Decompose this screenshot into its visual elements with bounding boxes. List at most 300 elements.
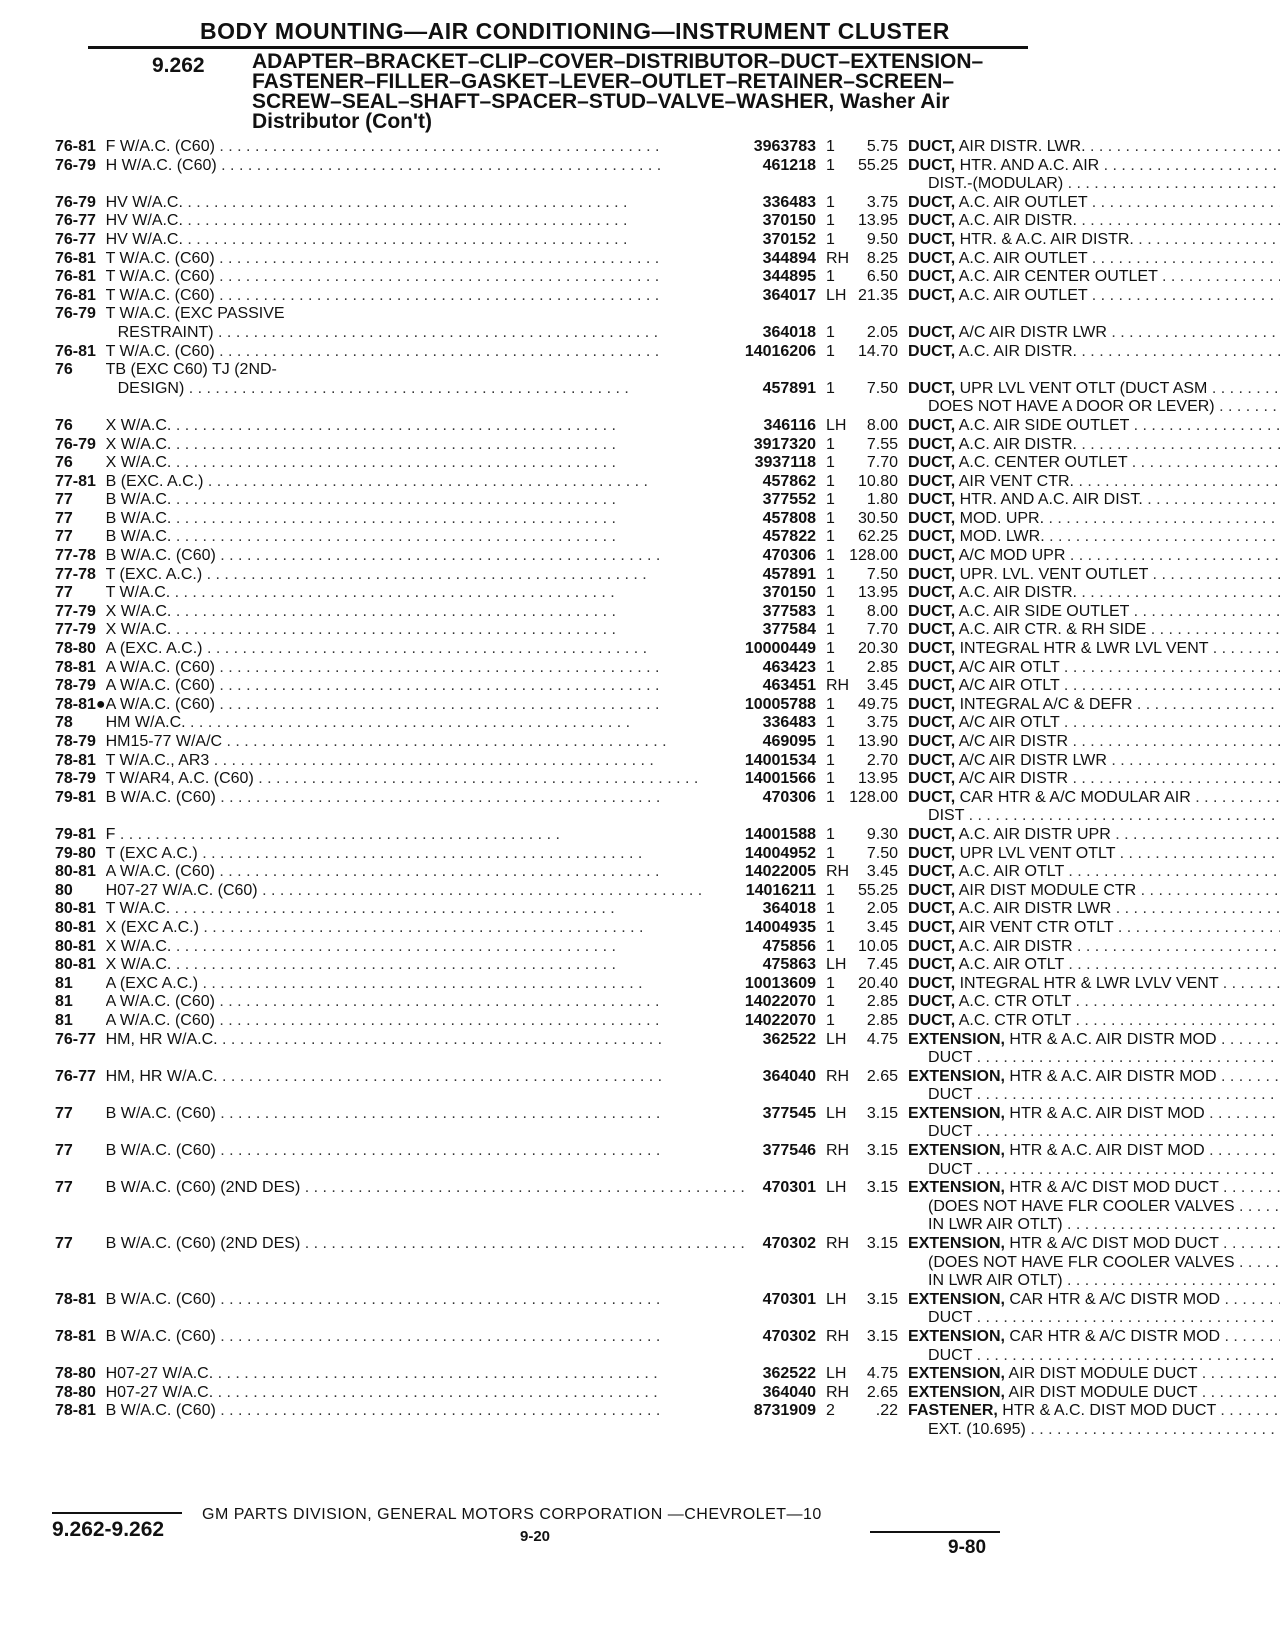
row-description-text: MOD. LWR. . . . [960, 528, 1280, 545]
row-application-text: A W/A.C. (C60) . . . [106, 1012, 660, 1029]
row-application-text: HM W/A.C. . . . [106, 714, 631, 731]
footer-rule-left [52, 1512, 182, 1514]
row-price: 2.05 [866, 323, 899, 341]
row-application [106, 659, 745, 678]
row-quantity: LH [826, 1030, 847, 1048]
row-application [106, 491, 745, 510]
row-quantity: 1 [826, 658, 835, 676]
row-description-text: HTR. AND A.C. AIR . . . [960, 157, 1280, 174]
header-rule [88, 46, 1028, 49]
row-part-number: 14022005 [744, 863, 816, 881]
section-number: 9.262 [152, 54, 205, 77]
row-quantity: LH [826, 1179, 847, 1197]
row-description [908, 975, 1280, 994]
row-application-text: B W/A.C. (C60) (2ND DES) . . . [106, 1235, 745, 1252]
row-year [55, 1123, 106, 1142]
row-part-number: 362522 [762, 1030, 816, 1048]
row-keyword: EXTENSION, [908, 1328, 1005, 1345]
row-application [106, 714, 745, 733]
row-quantity: 1 [826, 509, 835, 527]
row-application [106, 882, 745, 901]
row-price: 3.15 [866, 1328, 899, 1345]
row-description [908, 1421, 1280, 1440]
row-application [106, 547, 745, 566]
row-description [908, 157, 1280, 176]
row-part-number [745, 398, 826, 417]
row-part-number: 457862 [762, 472, 816, 490]
row-year: 77 [55, 491, 73, 509]
row-application [106, 268, 745, 287]
table-row [55, 826, 1280, 845]
row-part-number: 14022070 [744, 993, 816, 1011]
row-description-text: IN LWR AIR OTLT) . . . [928, 1272, 1280, 1289]
row-year: 77 [55, 1104, 73, 1122]
table-row [55, 640, 1280, 659]
row-description-text: A/C AIR OTLT . . . [959, 714, 1280, 731]
row-application [106, 1347, 745, 1366]
row-description [908, 231, 1280, 250]
row-description [908, 361, 1280, 380]
table-row [55, 938, 1280, 957]
row-application-text: T (EXC. A.C.) . . . [106, 566, 647, 583]
row-year [55, 1272, 106, 1291]
table-row [55, 1216, 1280, 1235]
row-year: 81 [55, 993, 73, 1011]
row-description [908, 845, 1280, 864]
row-year: 76-79 [55, 435, 96, 453]
row-price: 10.05 [858, 937, 899, 955]
row-application [106, 863, 745, 882]
table-row [55, 956, 1280, 975]
row-quantity [826, 1216, 849, 1235]
row-application [106, 938, 745, 957]
row-application [106, 1254, 745, 1273]
row-year: 78-80 [55, 1365, 96, 1383]
row-year: 81 [55, 1011, 73, 1029]
row-description [908, 1347, 1280, 1366]
row-quantity [826, 1309, 849, 1328]
row-description-text: A.C. AIR OUTLET . . . [959, 287, 1280, 304]
row-quantity [826, 1049, 849, 1068]
row-year: 76-79 [55, 193, 96, 211]
row-description [908, 436, 1280, 455]
row-price [849, 1421, 908, 1440]
row-application [106, 640, 745, 659]
row-description-text: A.C. AIR DISTR. . . . [959, 584, 1280, 601]
row-quantity [826, 305, 849, 324]
row-application-text: HM15-77 W/A/C . . . [106, 733, 667, 750]
row-year: 78-81● [55, 695, 106, 713]
row-description [908, 380, 1280, 399]
row-year: 77 [55, 509, 73, 527]
row-description-text: A.C. AIR CENTER OUTLET . . . [959, 268, 1280, 285]
row-part-number [745, 1254, 826, 1273]
table-row [55, 993, 1280, 1012]
row-description-text: A.C. AIR SIDE OUTLET . . . [959, 417, 1280, 434]
row-description [908, 473, 1280, 492]
row-description-text: HTR & A.C. AIR DISTR MOD . . . [1009, 1068, 1280, 1085]
row-price [849, 1198, 908, 1217]
row-part-number [745, 1272, 826, 1291]
row-part-number: 14016206 [744, 342, 816, 360]
row-description [908, 1142, 1280, 1161]
row-year [55, 1421, 106, 1440]
table-row [55, 807, 1280, 826]
row-application [106, 528, 745, 547]
row-application-text: F W/A.C. (C60) . . . [106, 138, 660, 155]
row-part-number [745, 1049, 826, 1068]
row-application-text: X W/A.C. . . . [106, 603, 616, 620]
row-description [908, 938, 1280, 957]
row-description-text: HTR. & A.C. AIR DISTR. . . . [960, 231, 1280, 248]
row-year: 77-79 [55, 602, 96, 620]
row-part-number [745, 361, 826, 380]
row-description-text: (DOES NOT HAVE FLR COOLER VALVES . . . [928, 1198, 1280, 1215]
row-part-number: 336483 [762, 193, 816, 211]
footer-rule-right [870, 1531, 1000, 1533]
table-row [55, 528, 1280, 547]
row-application [106, 436, 745, 455]
table-row [55, 1012, 1280, 1031]
row-description-text: INTEGRAL HTR & LWR LVL VENT . . . [960, 640, 1280, 657]
row-price: 3.75 [866, 193, 899, 211]
row-application-text: A W/A.C. (C60) . . . [106, 677, 660, 694]
row-price: 3.15 [866, 1290, 899, 1308]
row-price: 2.85 [866, 993, 899, 1011]
row-quantity: 1 [826, 528, 835, 546]
row-part-number: 470302 [762, 1235, 816, 1253]
row-quantity [826, 398, 849, 417]
row-quantity: 1 [826, 212, 835, 230]
footer-date-code: 9-80 [948, 1537, 987, 1558]
row-year: 76-79 [55, 305, 96, 323]
table-row [55, 287, 1280, 306]
row-part-number [745, 175, 826, 194]
row-application [106, 231, 745, 250]
row-price: 128.00 [849, 788, 899, 806]
row-description-text: CAR HTR & A/C MODULAR AIR . . . [960, 789, 1280, 806]
row-quantity: 1 [826, 751, 835, 769]
row-quantity: 1 [826, 714, 835, 732]
row-part-number: 10013609 [744, 974, 816, 992]
row-keyword: EXTENSION, [908, 1383, 1005, 1401]
row-quantity [826, 1347, 849, 1366]
row-description [908, 1161, 1280, 1180]
row-year: 77 [55, 1179, 73, 1197]
row-year: 78-81 [55, 658, 96, 676]
row-application [106, 1068, 745, 1087]
row-application-text: H W/A.C. (C60) . . . [106, 157, 662, 174]
row-description-text: HTR & A/C DIST MOD DUCT . . . [1009, 1235, 1280, 1252]
row-description [908, 733, 1280, 752]
table-row [55, 1105, 1280, 1124]
row-keyword: EXTENSION, [908, 1290, 1005, 1308]
table-row [55, 510, 1280, 529]
table-row [55, 547, 1280, 566]
row-price: 4.75 [866, 1365, 899, 1383]
row-year: 80-81 [55, 937, 96, 955]
row-application-text: A W/A.C. (C60) . . . [106, 659, 660, 676]
row-application-text: T W/A.C. (C60) . . . [106, 287, 660, 304]
row-price: 2.65 [866, 1067, 899, 1085]
row-quantity: 1 [826, 844, 835, 862]
row-year: 76-77 [55, 212, 96, 230]
row-part-number [745, 1086, 826, 1105]
table-row [55, 1086, 1280, 1105]
table-row [55, 659, 1280, 678]
row-year: 76-77 [55, 230, 96, 248]
row-year: 80 [55, 881, 73, 899]
row-quantity [826, 1421, 849, 1440]
row-application-text: T W/AR4, A.C. (C60) . . . [106, 770, 699, 787]
row-price [849, 1272, 908, 1291]
row-year [55, 324, 106, 343]
row-keyword: DUCT, [908, 993, 956, 1011]
row-quantity: 1 [826, 1011, 835, 1029]
row-price: 8.00 [866, 416, 899, 434]
row-year: 78-81 [55, 1290, 96, 1308]
row-application [106, 975, 745, 994]
row-year: 81 [55, 974, 73, 992]
row-application [106, 770, 745, 789]
row-application-text: A (EXC. A.C.) . . . [106, 640, 647, 657]
table-row [55, 677, 1280, 696]
row-year: 78-81 [55, 1328, 96, 1345]
row-part-number: 470301 [762, 1179, 816, 1197]
row-application [106, 175, 745, 194]
row-description [908, 1272, 1280, 1291]
row-quantity: LH [826, 956, 847, 974]
row-quantity: 1 [826, 565, 835, 583]
section-title-line: SCREW–SEAL–SHAFT–SPACER–STUD–VALVE–WASHER, Washer Air [252, 90, 950, 113]
row-quantity: 1 [826, 770, 835, 788]
row-price: 62.25 [858, 528, 899, 546]
row-part-number: 3937118 [754, 454, 816, 472]
row-description [908, 1402, 1280, 1421]
row-description-text: EXT. (10.695) . . . [928, 1421, 1280, 1438]
row-description [908, 194, 1280, 213]
row-part-number: 377584 [762, 621, 816, 639]
row-application-text: T W/A.C. (C60) . . . [106, 250, 660, 267]
row-application [106, 510, 745, 529]
row-application [106, 807, 745, 826]
row-description-text: CAR HTR & A/C DISTR MOD . . . [1009, 1328, 1280, 1345]
row-description-text: A/C AIR DISTR LWR . . . [959, 752, 1280, 769]
row-application-text: H07-27 W/A.C. (C60) . . . [106, 882, 703, 899]
row-application-text: T W/A.C. . . . [106, 900, 615, 917]
row-application [106, 603, 745, 622]
row-keyword: DUCT, [908, 937, 956, 955]
table-row [55, 305, 1280, 324]
row-application [106, 1272, 745, 1291]
row-description-text: A.C. CTR OTLT . . . [959, 1012, 1280, 1029]
row-year: 76-81 [55, 286, 96, 304]
table-row [55, 621, 1280, 640]
row-description [908, 584, 1280, 603]
row-description [908, 1254, 1280, 1273]
table-row [55, 1235, 1280, 1254]
row-part-number: 364018 [762, 323, 816, 341]
row-description-text: HTR. AND A.C. AIR DIST. . . . [960, 491, 1280, 508]
row-quantity: RH [826, 1142, 850, 1160]
row-part-number: 470306 [762, 788, 816, 806]
row-year [55, 807, 106, 826]
row-description [908, 547, 1280, 566]
row-application-text: B W/A.C. (C60) . . . [106, 789, 661, 806]
row-price: 2.70 [866, 751, 899, 769]
row-quantity [826, 1161, 849, 1180]
row-application-text: HM, HR W/A.C. . . . [106, 1068, 663, 1085]
row-keyword: DUCT, [908, 156, 956, 174]
row-description [908, 175, 1280, 194]
row-application-text: HV W/A.C. . . . [106, 194, 628, 211]
row-price: 2.05 [866, 900, 899, 918]
row-price: 7.45 [866, 956, 899, 974]
row-price: 30.50 [858, 509, 899, 527]
row-description [908, 863, 1280, 882]
section-title-line: ADAPTER–BRACKET–CLIP–COVER–DISTRIBUTOR–DUCT–EXTENSION– [252, 50, 984, 73]
row-part-number: 8731909 [753, 1402, 816, 1420]
row-price: 3.45 [866, 918, 899, 936]
row-year: 77-81 [55, 472, 96, 490]
row-application [106, 566, 745, 585]
row-description [908, 454, 1280, 473]
row-application [106, 621, 745, 640]
row-part-number: 463451 [762, 677, 816, 695]
row-year: 76-79 [55, 156, 96, 174]
row-quantity: 1 [826, 323, 835, 341]
row-price: 9.50 [866, 230, 899, 248]
table-row [55, 157, 1280, 176]
row-keyword: DUCT, [908, 621, 956, 639]
row-description [908, 1086, 1280, 1105]
row-description [908, 956, 1280, 975]
row-description [908, 677, 1280, 696]
row-price: 3.45 [866, 863, 899, 881]
table-row [55, 1272, 1280, 1291]
row-description [908, 714, 1280, 733]
row-application-text: B W/A.C. (C60) . . . [106, 1105, 661, 1122]
row-description [908, 491, 1280, 510]
row-year: 79-80 [55, 844, 96, 862]
row-keyword: DUCT, [908, 212, 956, 230]
row-price [849, 398, 908, 417]
row-description [908, 528, 1280, 547]
row-application [106, 250, 745, 269]
row-description-text: DUCT . . . [928, 1049, 1280, 1066]
row-application-text: X (EXC A.C.) . . . [106, 919, 644, 936]
row-price: 8.00 [866, 602, 899, 620]
row-part-number: 364040 [762, 1067, 816, 1085]
row-price: 13.95 [858, 584, 899, 602]
row-application [106, 305, 745, 324]
table-row [55, 212, 1280, 231]
row-description [908, 287, 1280, 306]
row-year: 78-80 [55, 1383, 96, 1401]
row-quantity: 1 [826, 435, 835, 453]
row-keyword: EXTENSION, [908, 1142, 1005, 1160]
row-application [106, 157, 745, 176]
parts-table [55, 138, 1280, 1440]
row-year: 77 [55, 584, 73, 602]
row-part-number: 370152 [762, 230, 816, 248]
row-year [55, 1198, 106, 1217]
row-description-text: A/C AIR OTLT . . . [959, 659, 1280, 676]
row-part-number [745, 1123, 826, 1142]
row-quantity [826, 175, 849, 194]
row-quantity: 1 [826, 379, 835, 397]
row-description [908, 398, 1280, 417]
row-application-text: B W/A.C. . . . [106, 510, 616, 527]
row-keyword: DUCT, [908, 584, 956, 602]
row-keyword: DUCT, [908, 547, 956, 565]
table-row [55, 473, 1280, 492]
row-keyword: DUCT, [908, 825, 956, 843]
row-description-text: AIR VENT CTR. . . . [959, 473, 1280, 490]
row-description-text: UPR LVL VENT OTLT . . . [960, 845, 1280, 862]
page-header-title: BODY MOUNTING—AIR CONDITIONING—INSTRUMENT CLUSTER [200, 18, 950, 44]
row-part-number [745, 1309, 826, 1328]
row-part-number [745, 807, 826, 826]
row-quantity: 1 [826, 138, 835, 155]
row-part-number: 377546 [762, 1142, 816, 1160]
row-price [849, 1086, 908, 1105]
row-year: 78-80 [55, 640, 96, 658]
row-year: 76-81 [55, 268, 96, 286]
row-quantity: LH [826, 416, 847, 434]
row-description [908, 1123, 1280, 1142]
table-row [55, 1309, 1280, 1328]
table-row [55, 250, 1280, 269]
row-description-text: DUCT . . . [928, 1309, 1280, 1326]
row-description [908, 510, 1280, 529]
row-application [106, 1421, 745, 1440]
section-title-line: FASTENER–FILLER–GASKET–LEVER–OUTLET–RETAINER–SCREEN– [252, 70, 955, 93]
table-row [55, 770, 1280, 789]
row-price: 128.00 [849, 547, 899, 565]
table-row [55, 1421, 1280, 1440]
row-quantity: RH [826, 863, 850, 881]
row-year: 77-79 [55, 621, 96, 639]
row-year [55, 380, 106, 399]
row-price: 20.30 [858, 640, 899, 658]
row-quantity: 1 [826, 825, 835, 843]
row-description-text: A.C. AIR CTR. & RH SIDE . . . [959, 621, 1280, 638]
table-row [55, 1347, 1280, 1366]
row-description-text: DUCT . . . [928, 1161, 1280, 1178]
row-application [106, 1179, 745, 1198]
row-description-text: HTR & A/C DIST MOD DUCT . . . [1009, 1179, 1280, 1196]
table-row [55, 194, 1280, 213]
row-description [908, 1105, 1280, 1124]
row-description [908, 696, 1280, 715]
row-description-text: A.C. AIR DISTR. . . . [959, 436, 1280, 453]
row-year: 77-78 [55, 547, 96, 565]
row-keyword: EXTENSION, [908, 1104, 1005, 1122]
row-quantity: 1 [826, 472, 835, 490]
row-year [55, 1309, 106, 1328]
row-application [106, 287, 745, 306]
row-price: 7.70 [866, 621, 899, 639]
row-keyword: DUCT, [908, 491, 956, 509]
row-description-text: A/C MOD UPR . . . [959, 547, 1280, 564]
row-quantity: 1 [826, 491, 835, 509]
row-price: 13.95 [858, 212, 899, 230]
row-price: 13.95 [858, 770, 899, 788]
row-keyword: DUCT, [908, 509, 956, 527]
row-description-text: A.C. AIR DISTR LWR . . . [959, 900, 1280, 917]
row-description-text: DOES NOT HAVE A DOOR OR LEVER) . . . [928, 398, 1280, 415]
